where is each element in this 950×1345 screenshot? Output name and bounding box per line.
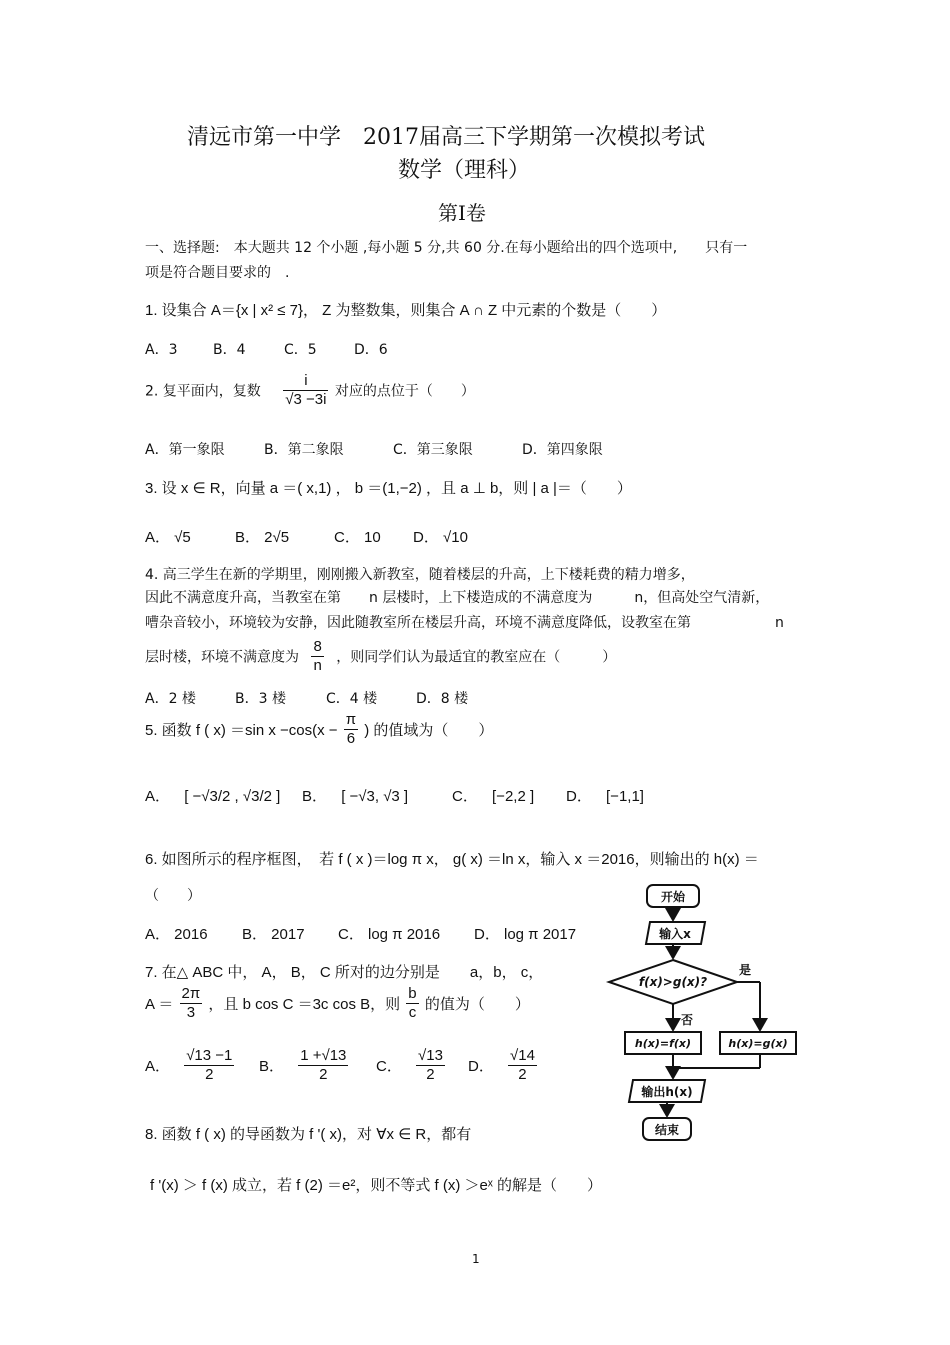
exam-subtitle: 数学（理科） [398, 158, 531, 183]
q4-option-c: C．4 楼 [326, 691, 378, 707]
q5-option-a-label: A． [145, 788, 171, 805]
q7-option-c-numerator: √13 [418, 1047, 443, 1064]
q6-line2: （ ） [145, 888, 201, 904]
q7-line2 [145, 985, 530, 1022]
q5-option-d [566, 785, 644, 806]
q4-line2: 因此不满意度升高，当教室在第 n 层楼时，上下楼造成的不满意度为 n，但高处空气清新， [145, 590, 770, 606]
flow-left-text: h(x)=f(x) [634, 1037, 692, 1050]
flow-yes-label: 是 [738, 963, 752, 977]
q2-numerator: i [283, 372, 328, 391]
q5-option-c [452, 785, 534, 806]
q8-line2: f '(x) ＞ f (x) 成立，若 f (2) ＝e²，则不等式 f (x) ＞eˣ 的解是（ ） [150, 1177, 602, 1194]
flow-right-text: h(x)=g(x) [728, 1037, 788, 1050]
q2-prefix: 2. 复平面内，复数 [145, 383, 261, 400]
q2-denominator: √3 −3i [285, 391, 327, 408]
q1-option-d: D．6 [354, 342, 388, 358]
q2-option-b: B．第二象限 [264, 442, 344, 458]
q2-fraction [283, 372, 328, 409]
q5-suffix: ) 的值域为（ ） [364, 722, 494, 739]
q7-option-c-label: C． [376, 1058, 402, 1075]
q1-stem: 1. 设集合 A＝{x | x² ≤ 7}， Z 为整数集，则集合 A ∩ Z 中元素的个数是（ ） [145, 302, 667, 319]
q4-option-d: D．8 楼 [416, 691, 469, 707]
q7-option-b-numerator: 1 +√13 [300, 1047, 347, 1064]
q5-option-c-value: [−2,2 ] [492, 788, 535, 805]
q7-bc-numerator: b [408, 985, 417, 1002]
q4-numerator: 8 [313, 638, 322, 655]
q6-option-b: B． 2017 [242, 926, 305, 943]
q4-denominator: n [313, 657, 322, 674]
q7-option-d-label: D． [468, 1058, 494, 1075]
q7-prefix: A ＝ [145, 996, 174, 1013]
q7-option-b-denominator: 2 [319, 1066, 328, 1083]
q3-option-c: C． 10 [334, 529, 381, 546]
q7-option-b-fraction [298, 1047, 348, 1084]
q5-option-a-value: [ −√3/2 , √3/2 ] [184, 788, 281, 805]
q5-option-b [302, 785, 408, 806]
q5-option-d-label: D． [566, 788, 592, 805]
volume-label: 第Ⅰ卷 [438, 201, 486, 225]
page-number: 1 [472, 1252, 480, 1266]
q4-line1: 4. 高三学生在新的学期里，刚刚搬入新教室，随着楼层的升高，上下楼耗费的精力增多， [145, 567, 695, 583]
q5-option-b-value: [ −√3, √3 ] [341, 788, 409, 805]
q5-denominator: 6 [346, 730, 356, 747]
q5-option-b-label: B． [302, 788, 328, 805]
q7-fraction-bc [406, 985, 418, 1022]
q5-option-a [145, 785, 280, 806]
q4-option-a: A．2 楼 [145, 691, 196, 707]
q7-option-d-fraction [508, 1047, 537, 1084]
q4-fraction [311, 638, 323, 675]
q4-option-b: B．3 楼 [235, 691, 286, 707]
q5-fraction [344, 711, 358, 748]
q1-option-c: C．5 [284, 342, 317, 358]
q7-fraction-a [180, 985, 203, 1022]
q7-option-c [376, 1047, 447, 1084]
q1-option-a: A．3 [145, 342, 178, 358]
q3-stem: 3. 设 x ∈ R，向量 a ＝( x,1) ， b ＝(1,−2) ，且 a ⊥ b，则 | a |＝（ ） [145, 480, 632, 497]
q7-option-a-fraction [184, 1047, 234, 1084]
q6-line1: 6. 如图所示的程序框图， 若 f ( x )＝log π x， g( x) ＝ln x，输入 x ＝2016，则输出的 h(x) ＝ [145, 851, 759, 868]
exam-title: 清远市第一中学 2017届高三下学期第一次模拟考试 [187, 125, 705, 150]
flow-condition-text: f(x)>g(x)? [638, 975, 708, 989]
q5-numerator: π [345, 711, 357, 728]
q2-option-d: D．第四象限 [522, 442, 603, 458]
q8-line1: 8. 函数 f ( x) 的导函数为 f '( x)，对 ∀x ∈ R，都有 [145, 1126, 472, 1143]
q7-mid: ，且 b cos C ＝3c cos B，则 [208, 996, 401, 1013]
q4-line4-prefix: 层时楼，环境不满意度为 [145, 649, 299, 666]
program-flowchart [605, 880, 805, 1145]
q6-option-c: C． log π 2016 [338, 926, 441, 943]
q4-line4-suffix: ，则同学们认为最适宜的教室应在（ ） [336, 649, 617, 666]
q1-option-b: B．4 [213, 342, 246, 358]
q2-suffix: 对应的点位于（ ） [334, 383, 475, 400]
q7-option-c-denominator: 2 [426, 1066, 435, 1083]
q7-option-c-fraction [416, 1047, 445, 1084]
q6-option-a: A． 2016 [145, 926, 208, 943]
flow-input-text: 输入x [659, 927, 691, 941]
q3-option-b: B． 2√5 [235, 529, 290, 546]
q7-bc-denominator: c [408, 1004, 417, 1021]
section-instructions-line2: 项是符合题目要求的 . [145, 265, 290, 281]
q7-option-a-label: A． [145, 1058, 171, 1075]
q5-stem [145, 711, 493, 748]
q7-option-d-denominator: 2 [518, 1066, 527, 1083]
q7-option-d [468, 1047, 539, 1084]
flow-end-text: 结束 [654, 1123, 680, 1137]
q7-a-numerator: 2π [181, 985, 201, 1002]
q7-option-b-label: B． [259, 1058, 285, 1075]
q5-prefix: 5. 函数 f ( x) ＝sin x −cos(x − [145, 722, 338, 739]
q7-option-a-numerator: √13 −1 [186, 1047, 233, 1064]
q7-line1: 7. 在△ ABC 中， A， B， C 所对的边分别是 a，b， c， [145, 964, 544, 981]
section-instructions-line1: 一、选择题: 本大题共 12 个小题 ,每小题 5 分,共 60 分.在每小题给出的四个选项中, 只有一 [145, 240, 748, 256]
q3-option-a: A． √5 [145, 529, 191, 546]
q4-line4 [145, 638, 616, 675]
q5-option-d-value: [−1,1] [606, 788, 644, 805]
q7-option-a [145, 1047, 236, 1084]
q2-stem [145, 372, 475, 409]
q6-option-d: D． log π 2017 [474, 926, 577, 943]
q7-option-a-denominator: 2 [205, 1066, 214, 1083]
flow-output-text: 输出h(x) [641, 1085, 693, 1099]
q5-option-c-label: C． [452, 788, 478, 805]
q2-option-a: A．第一象限 [145, 442, 225, 458]
q7-option-b [259, 1047, 350, 1084]
q4-line3: 嘈杂音较小，环境较为安静，因此随教室所在楼层升高，环境不满意度降低，设教室在第 n [145, 615, 784, 631]
flow-start-text: 开始 [660, 890, 686, 904]
q7-suffix: 的值为（ ） [424, 996, 530, 1013]
flow-no-label: 否 [680, 1013, 694, 1027]
q7-option-d-numerator: √14 [510, 1047, 535, 1064]
q2-option-c: C．第三象限 [393, 442, 473, 458]
q7-a-denominator: 3 [186, 1004, 196, 1021]
q3-option-d: D． √10 [413, 529, 468, 546]
